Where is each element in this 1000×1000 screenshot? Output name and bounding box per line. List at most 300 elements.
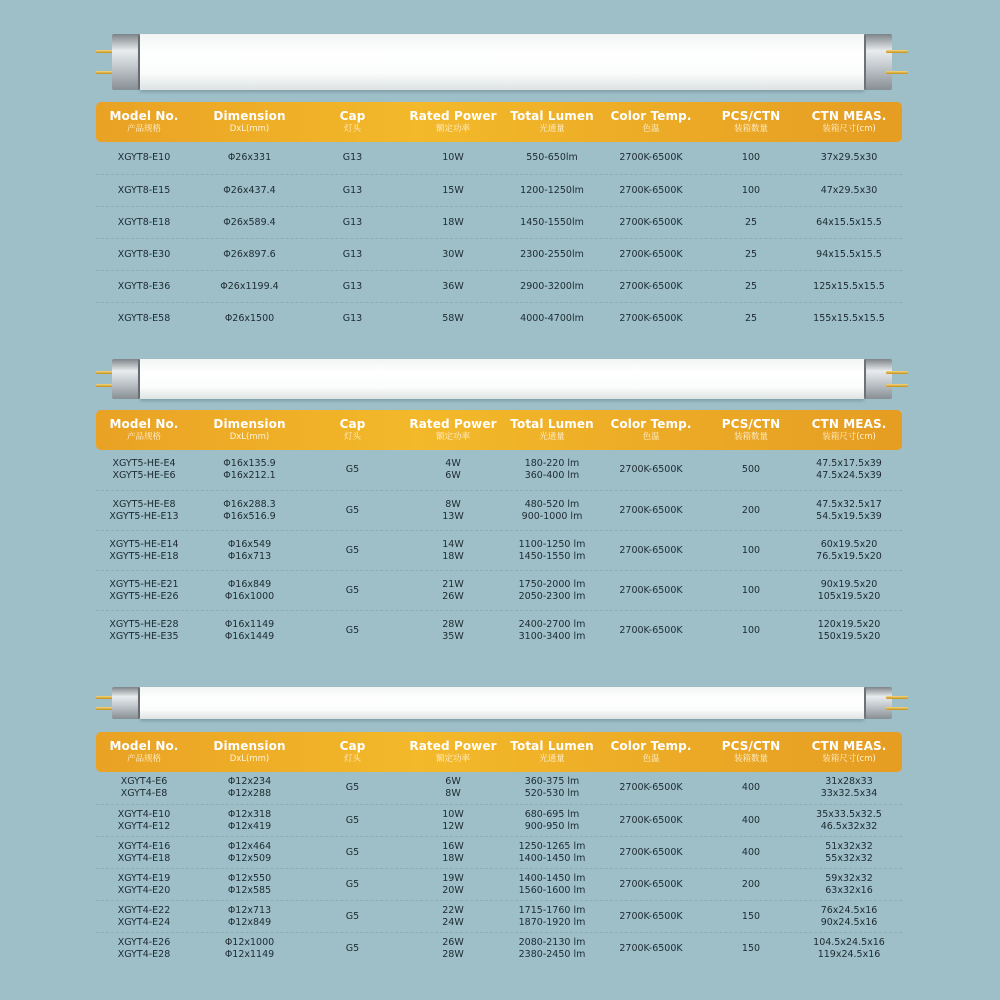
cell-text: 94x15.5x15.5 <box>816 248 882 260</box>
pcs-cell <box>706 217 796 229</box>
power-cell <box>398 217 508 229</box>
cell-text: 2700K-6500K <box>619 248 683 260</box>
cell-text: 2700K-6500K <box>619 464 683 476</box>
header-dimension: Dimension DxL(mm) <box>213 416 286 442</box>
table-row <box>96 570 902 610</box>
cell-text: 21W <box>442 578 464 590</box>
color-temp-cell <box>596 879 706 891</box>
header-model: Model No. 产品规格 <box>109 416 179 442</box>
lumen-cell <box>508 281 596 293</box>
cell-text: 104.5x24.5x16 <box>813 936 885 948</box>
dimension-cell <box>192 499 307 523</box>
ctn-meas-cell <box>796 776 902 800</box>
color-temp-cell <box>596 545 706 557</box>
lumen-cell <box>508 841 596 865</box>
cap-cell <box>307 625 398 637</box>
cell-text: 26W <box>442 590 464 602</box>
cell-text: G13 <box>342 184 363 196</box>
cell-text: XGYT8-E30 <box>117 248 171 260</box>
cell-text: 155x15.5x15.5 <box>813 312 885 324</box>
table-row <box>96 610 902 650</box>
lumen-cell <box>508 499 596 523</box>
cell-text: 1200-1250lm <box>520 184 584 196</box>
header-total-lumen: Total Lumen 光通量 <box>510 416 594 442</box>
header-color-temp: Color Temp. 色温 <box>610 416 692 442</box>
t4-tube-image <box>96 687 908 719</box>
cell-text: 105x19.5x20 <box>817 590 881 602</box>
cell-text: XGYT4-E16 <box>117 840 171 852</box>
table-header <box>96 102 902 142</box>
cell-text: 12W <box>442 820 464 832</box>
cell-text: 28W <box>442 948 464 960</box>
model-cell <box>96 458 192 482</box>
pin <box>886 707 908 710</box>
header-total-lumen: Total Lumen 光通量 <box>510 108 594 134</box>
t8-spec-table <box>96 102 902 334</box>
cell-text: 2080-2130 lm <box>518 936 586 948</box>
cap-cell <box>307 185 398 197</box>
model-cell <box>96 539 192 563</box>
cell-text: 64x15.5x15.5 <box>816 216 882 228</box>
cell-text: Φ16x1000 <box>224 590 275 602</box>
cell-text: 520-530 lm <box>524 788 580 799</box>
table-row <box>96 772 902 804</box>
header-ctn-meas: CTN MEAS. 装箱尺寸(cm) <box>811 108 887 134</box>
cell-text: 550-650lm <box>526 152 578 164</box>
cell-text: 2700K-6500K <box>619 312 683 324</box>
cap-cell <box>307 545 398 557</box>
model-cell <box>96 905 192 929</box>
cap-cell <box>307 815 398 827</box>
power-cell <box>398 873 508 897</box>
dimension-cell <box>192 281 307 293</box>
cell-text: 2700K-6500K <box>619 782 683 794</box>
cell-text: XGYT4-E12 <box>117 820 171 832</box>
color-temp-cell <box>596 943 706 955</box>
cell-text: 150x19.5x20 <box>817 630 881 642</box>
power-cell <box>398 937 508 961</box>
cell-text: 680-695 lm <box>524 808 580 820</box>
cell-text: XGYT5-HE-E4 <box>112 458 176 470</box>
cell-text: 47.5x24.5x39 <box>816 470 882 481</box>
cell-text: 400 <box>741 814 761 826</box>
power-cell <box>398 458 508 482</box>
model-cell <box>96 217 192 229</box>
cell-text: Φ12x509 <box>227 852 272 864</box>
tube-glass <box>140 359 864 399</box>
power-cell <box>398 809 508 833</box>
lumen-cell <box>508 152 596 164</box>
cell-text: 3100-3400 lm <box>518 630 586 642</box>
cell-text: Φ12x713 <box>227 904 272 916</box>
header-cap: Cap 灯头 <box>339 416 366 442</box>
cell-text: 100 <box>741 584 761 596</box>
cell-text: 14W <box>442 538 464 550</box>
cell-text: 55x32x32 <box>825 852 873 864</box>
pcs-cell <box>706 585 796 597</box>
header-pcs-ctn: PCS/CTN 装箱数量 <box>721 108 781 134</box>
pin <box>886 50 908 53</box>
cell-text: G5 <box>345 782 360 794</box>
dimension-cell <box>192 313 307 325</box>
cell-text: 1250-1265 lm <box>518 840 586 852</box>
cell-text: Φ16x713 <box>227 550 272 562</box>
dimension-cell <box>192 152 307 164</box>
cell-text: XGYT4-E6 <box>120 776 168 788</box>
cell-text: 90x24.5x16 <box>820 916 878 928</box>
t8-tube-image <box>96 34 908 90</box>
cell-text: 4W <box>445 458 461 470</box>
cell-text: G5 <box>345 878 360 890</box>
pin <box>886 696 908 699</box>
cell-text: XGYT4-E10 <box>117 808 171 820</box>
cell-text: G5 <box>345 584 360 596</box>
cell-text: 200 <box>741 878 761 890</box>
model-cell <box>96 776 192 800</box>
pcs-cell <box>706 815 796 827</box>
cap-cell <box>307 911 398 923</box>
cell-text: 1400-1450 lm <box>518 872 586 884</box>
tube-glass <box>140 34 864 90</box>
model-cell <box>96 249 192 261</box>
header-pcs-ctn: PCS/CTN 装箱数量 <box>721 738 781 764</box>
pcs-cell <box>706 879 796 891</box>
cell-text: 28W <box>442 618 464 630</box>
header-ctn-meas: CTN MEAS. 装箱尺寸(cm) <box>811 416 887 442</box>
cell-text: 20W <box>442 884 464 896</box>
color-temp-cell <box>596 782 706 794</box>
dimension-cell <box>192 809 307 833</box>
cell-text: 76x24.5x16 <box>820 904 878 916</box>
pcs-cell <box>706 545 796 557</box>
lumen-cell <box>508 776 596 800</box>
cell-text: XGYT5-HE-E13 <box>109 510 179 522</box>
model-cell <box>96 185 192 197</box>
power-cell <box>398 905 508 929</box>
power-cell <box>398 619 508 643</box>
cell-text: 1450-1550 lm <box>518 550 586 562</box>
cell-text: Φ26x1500 <box>224 312 275 324</box>
cell-text: 2700K-6500K <box>619 814 683 826</box>
model-cell <box>96 809 192 833</box>
cell-text: 58W <box>442 312 464 324</box>
pcs-cell <box>706 249 796 261</box>
cell-text: 36W <box>442 280 464 292</box>
cap-cell <box>307 152 398 164</box>
ctn-meas-cell <box>796 873 902 897</box>
cell-text: G13 <box>342 280 363 292</box>
table-row <box>96 868 902 900</box>
cell-text: 4000-4700lm <box>520 312 584 324</box>
lumen-cell <box>508 217 596 229</box>
cell-text: 2900-3200lm <box>520 280 584 292</box>
cell-text: 16W <box>442 840 464 852</box>
cell-text: Φ16x212.1 <box>223 470 276 481</box>
cell-text: XGYT4-E22 <box>117 904 171 916</box>
cell-text: 76.5x19.5x20 <box>816 550 882 562</box>
cell-text: 119x24.5x16 <box>817 948 881 960</box>
pcs-cell <box>706 911 796 923</box>
cell-text: 2700K-6500K <box>619 184 683 196</box>
cell-text: 10W <box>442 808 464 820</box>
cell-text: 51x32x32 <box>825 840 873 852</box>
cell-text: 100 <box>741 624 761 636</box>
cell-text: G13 <box>342 216 363 228</box>
color-temp-cell <box>596 185 706 197</box>
cell-text: Φ12x1000 <box>224 936 275 948</box>
cell-text: 15W <box>442 184 464 196</box>
cell-text: 1750-2000 lm <box>518 578 586 590</box>
cap-cell <box>307 249 398 261</box>
lumen-cell <box>508 905 596 929</box>
color-temp-cell <box>596 911 706 923</box>
cell-text: XGYT4-E28 <box>117 948 171 960</box>
header-model: Model No. 产品规格 <box>109 108 179 134</box>
dimension-cell <box>192 249 307 261</box>
cell-text: 2700K-6500K <box>619 942 683 954</box>
model-cell <box>96 873 192 897</box>
cell-text: Φ16x849 <box>227 578 272 590</box>
ctn-meas-cell <box>796 152 902 164</box>
header-rated-power: Rated Power 额定功率 <box>409 108 497 134</box>
lumen-cell <box>508 458 596 482</box>
lumen-cell <box>508 873 596 897</box>
cell-text: 2380-2450 lm <box>518 948 586 960</box>
header-ctn-meas: CTN MEAS. 装箱尺寸(cm) <box>811 738 887 764</box>
cell-text: Φ12x550 <box>227 872 272 884</box>
cell-text: Φ16x1449 <box>224 630 275 642</box>
cap-cell <box>307 847 398 859</box>
color-temp-cell <box>596 249 706 261</box>
power-cell <box>398 499 508 523</box>
table-body <box>96 142 902 334</box>
cell-text: XGYT4-E20 <box>117 884 171 896</box>
cell-text: 24W <box>442 916 464 928</box>
dimension-cell <box>192 776 307 800</box>
ctn-meas-cell <box>796 619 902 643</box>
cell-text: G5 <box>345 814 360 826</box>
cell-text: Φ16x288.3 <box>223 498 276 510</box>
cap-cell <box>307 313 398 325</box>
cell-text: G13 <box>342 248 363 260</box>
cell-text: Φ12x1149 <box>224 948 275 960</box>
cell-text: 46.5x32x32 <box>820 820 878 832</box>
cell-text: 47x29.5x30 <box>820 184 878 196</box>
cell-text: 26W <box>442 936 464 948</box>
cell-text: 2300-2550lm <box>520 248 584 260</box>
cell-text: XGYT5-HE-E6 <box>112 470 176 481</box>
cell-text: 360-400 lm <box>524 470 580 481</box>
cell-text: 500 <box>741 464 761 476</box>
cell-text: XGYT5-HE-E21 <box>109 578 179 590</box>
cell-text: Φ26x437.4 <box>223 184 276 196</box>
cell-text: XGYT4-E8 <box>120 788 168 799</box>
color-temp-cell <box>596 847 706 859</box>
table-row <box>96 932 902 964</box>
pcs-cell <box>706 505 796 517</box>
cell-text: 2700K-6500K <box>619 280 683 292</box>
cell-text: 2700K-6500K <box>619 878 683 890</box>
cell-text: Φ26x1199.4 <box>220 280 279 292</box>
table-row <box>96 238 902 270</box>
cap-cell <box>307 782 398 794</box>
cell-text: XGYT8-E10 <box>117 152 171 164</box>
dimension-cell <box>192 873 307 897</box>
lumen-cell <box>508 619 596 643</box>
tube-end-cap <box>112 687 140 719</box>
cell-text: XGYT5-HE-E28 <box>109 618 179 630</box>
cell-text: 125x15.5x15.5 <box>813 280 885 292</box>
cell-text: 1100-1250 lm <box>518 538 586 550</box>
cell-text: G5 <box>345 624 360 636</box>
cell-text: 1560-1600 lm <box>518 884 586 896</box>
cell-text: 2700K-6500K <box>619 504 683 516</box>
cell-text: Φ16x1149 <box>224 618 275 630</box>
header-cap: Cap 灯头 <box>339 738 366 764</box>
cell-text: 2050-2300 lm <box>518 590 586 602</box>
header-color-temp: Color Temp. 色温 <box>610 108 692 134</box>
model-cell <box>96 281 192 293</box>
model-cell <box>96 579 192 603</box>
header-rated-power: Rated Power 额定功率 <box>409 738 497 764</box>
dimension-cell <box>192 539 307 563</box>
color-temp-cell <box>596 585 706 597</box>
cell-text: G5 <box>345 504 360 516</box>
tube-end-cap <box>864 687 892 719</box>
cell-text: Φ12x419 <box>227 820 272 832</box>
cell-text: 8W <box>445 788 461 799</box>
ctn-meas-cell <box>796 905 902 929</box>
cell-text: XGYT5-HE-E14 <box>109 538 179 550</box>
ctn-meas-cell <box>796 458 902 482</box>
cell-text: Φ26x897.6 <box>223 248 276 260</box>
model-cell <box>96 313 192 325</box>
cell-text: 30W <box>442 248 464 260</box>
cell-text: 1870-1920 lm <box>518 916 586 928</box>
pcs-cell <box>706 625 796 637</box>
lumen-cell <box>508 185 596 197</box>
cell-text: 18W <box>442 550 464 562</box>
table-header <box>96 732 902 772</box>
cap-cell <box>307 943 398 955</box>
cell-text: 2700K-6500K <box>619 624 683 636</box>
power-cell <box>398 152 508 164</box>
table-header <box>96 410 902 450</box>
color-temp-cell <box>596 625 706 637</box>
cell-text: XGYT5-HE-E26 <box>109 590 179 602</box>
pcs-cell <box>706 847 796 859</box>
power-cell <box>398 185 508 197</box>
pcs-cell <box>706 152 796 164</box>
cell-text: 19W <box>442 872 464 884</box>
pin <box>886 371 908 374</box>
dimension-cell <box>192 458 307 482</box>
cell-text: Φ12x234 <box>227 776 272 788</box>
cell-text: XGYT8-E36 <box>117 280 171 292</box>
cell-text: 54.5x19.5x39 <box>816 510 882 522</box>
color-temp-cell <box>596 815 706 827</box>
tube-glass <box>140 687 864 719</box>
cell-text: 360-375 lm <box>524 776 580 788</box>
cell-text: 90x19.5x20 <box>820 578 878 590</box>
ctn-meas-cell <box>796 281 902 293</box>
lumen-cell <box>508 579 596 603</box>
ctn-meas-cell <box>796 937 902 961</box>
cell-text: G5 <box>345 910 360 922</box>
cell-text: 8W <box>445 498 461 510</box>
cell-text: XGYT8-E18 <box>117 216 171 228</box>
table-row <box>96 302 902 334</box>
cell-text: 35W <box>442 630 464 642</box>
cell-text: XGYT4-E18 <box>117 852 171 864</box>
cell-text: 2700K-6500K <box>619 216 683 228</box>
cell-text: 25 <box>744 216 758 228</box>
cell-text: G13 <box>342 312 363 324</box>
pin <box>886 384 908 387</box>
header-total-lumen: Total Lumen 光通量 <box>510 738 594 764</box>
cell-text: Φ16x135.9 <box>223 458 276 470</box>
cell-text: 150 <box>741 910 761 922</box>
tube-end-cap <box>864 34 892 90</box>
cell-text: 25 <box>744 248 758 260</box>
cell-text: 6W <box>445 470 461 481</box>
cell-text: 2700K-6500K <box>619 584 683 596</box>
cell-text: XGYT8-E15 <box>117 184 171 196</box>
cap-cell <box>307 464 398 476</box>
dimension-cell <box>192 619 307 643</box>
cell-text: 480-520 lm <box>524 498 580 510</box>
header-dimension: Dimension DxL(mm) <box>213 108 286 134</box>
cell-text: G5 <box>345 544 360 556</box>
pcs-cell <box>706 185 796 197</box>
cell-text: Φ16x549 <box>227 538 272 550</box>
table-row <box>96 206 902 238</box>
cell-text: 13W <box>442 510 464 522</box>
cell-text: 6W <box>445 776 461 788</box>
color-temp-cell <box>596 152 706 164</box>
cell-text: G5 <box>345 464 360 476</box>
cap-cell <box>307 217 398 229</box>
lumen-cell <box>508 313 596 325</box>
ctn-meas-cell <box>796 217 902 229</box>
cell-text: 2400-2700 lm <box>518 618 586 630</box>
cell-text: 47.5x32.5x17 <box>816 498 882 510</box>
cell-text: 100 <box>741 152 761 164</box>
t5-tube-image <box>96 359 908 399</box>
cell-text: 1400-1450 lm <box>518 852 586 864</box>
model-cell <box>96 499 192 523</box>
power-cell <box>398 776 508 800</box>
table-row <box>96 450 902 490</box>
table-row <box>96 804 902 836</box>
cell-text: XGYT4-E26 <box>117 936 171 948</box>
cell-text: 120x19.5x20 <box>817 618 881 630</box>
table-body <box>96 772 902 964</box>
tube-end-cap <box>112 359 140 399</box>
cell-text: 31x28x33 <box>825 776 873 788</box>
cell-text: 400 <box>741 782 761 794</box>
table-row <box>96 490 902 530</box>
cell-text: 18W <box>442 852 464 864</box>
pcs-cell <box>706 313 796 325</box>
t5-spec-table <box>96 410 902 650</box>
power-cell <box>398 313 508 325</box>
cap-cell <box>307 879 398 891</box>
pcs-cell <box>706 464 796 476</box>
cell-text: 1715-1760 lm <box>518 904 586 916</box>
t4-spec-table <box>96 732 902 964</box>
cap-cell <box>307 505 398 517</box>
